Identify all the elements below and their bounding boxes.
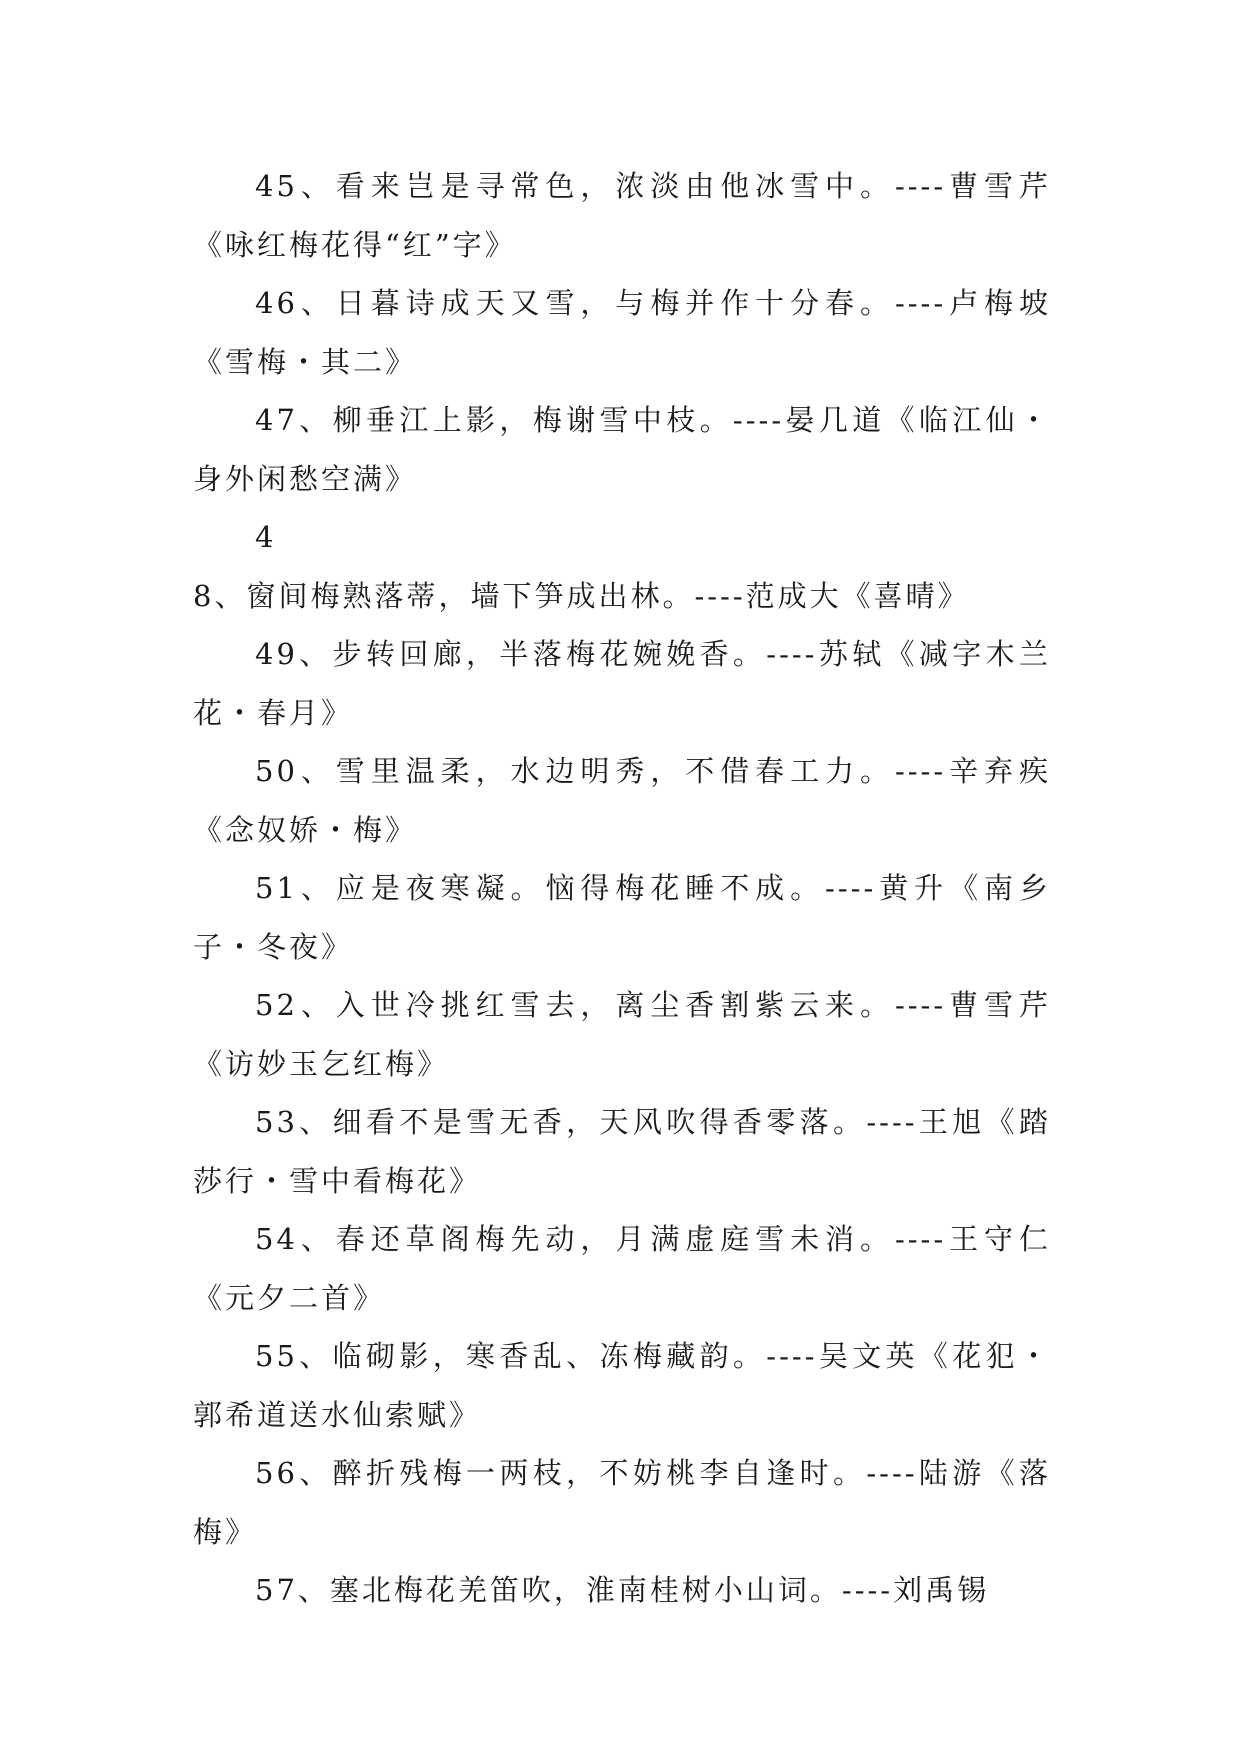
poem-entry-53 [193,1093,1051,1210]
poem-entry-48 [193,508,1051,625]
poem-entry-46 [193,274,1051,391]
entry-text: 、临砌影，寒香乱、冻梅藏韵。----吴文英《花犯・郭希道送水仙索赋》 [193,1339,1051,1432]
entry-number: 47 [255,403,298,437]
entry-text: 、窗间梅熟落蒂，墙下笋成出林。----范成大《喜晴》 [214,578,970,613]
entry-number: 45 [255,169,298,203]
entry-number: 51 [255,871,298,905]
poem-entry-56 [193,1444,1051,1561]
poem-entry-47 [193,391,1051,508]
entry-number: 56 [255,1456,298,1490]
entry-number: 50 [255,754,298,788]
entry-number: 49 [255,637,298,671]
poem-entry-50 [193,742,1051,859]
entry-text: 、醉折残梅一两枝，不妨桃李自逢时。----陆游《落梅》 [193,1456,1051,1549]
entry-text: 、柳垂江上影，梅谢雪中枝。----晏几道《临江仙・身外闲愁空满》 [193,403,1051,496]
entry-number: 57 [255,1573,298,1607]
entry-number: 46 [255,286,298,320]
entry-text: 、塞北梅花羌笛吹，淮南桂树小山词。----刘禹锡 [297,1573,990,1607]
entry-number: 53 [255,1105,298,1139]
entry-text: 、春还草阁梅先动，月满虚庭雪未消。----王守仁《元夕二首》 [193,1222,1051,1315]
poem-entry-45 [193,157,1051,274]
poem-entry-49 [193,625,1051,742]
entry-text: 、看来岂是寻常色，浓淡由他冰雪中。----曹雪芹《咏红梅花得“红”字》 [193,169,1051,262]
entry-text: 、细看不是雪无香，天风吹得香零落。----王旭《踏莎行・雪中看梅花》 [193,1105,1051,1198]
poem-entry-51 [193,859,1051,976]
entry-number: 54 [255,1222,298,1256]
poem-entry-54 [193,1210,1051,1327]
entry-text: 、雪里温柔，水边明秀，不借春工力。----辛弃疾《念奴娇・梅》 [193,754,1051,847]
poem-entry-52 [193,976,1051,1093]
entry-text: 、日暮诗成天又雪，与梅并作十分春。----卢梅坡《雪梅・其二》 [193,286,1051,379]
entry-text: 、入世冷挑红雪去，离尘香割紫云来。----曹雪芹《访妙玉乞红梅》 [193,988,1051,1081]
entry-text: 、应是夜寒凝。恼得梅花睡不成。----黄升《南乡子・冬夜》 [193,871,1051,964]
poem-entry-57 [193,1561,1051,1620]
entry-text: 、步转回廊，半落梅花婉娩香。----苏轼《减字木兰花・春月》 [193,637,1051,730]
entry-number: 55 [255,1339,298,1373]
entry-number: 48 [193,520,277,613]
entry-number: 52 [255,988,298,1022]
poem-entry-55 [193,1327,1051,1444]
poem-list [193,157,1051,1620]
